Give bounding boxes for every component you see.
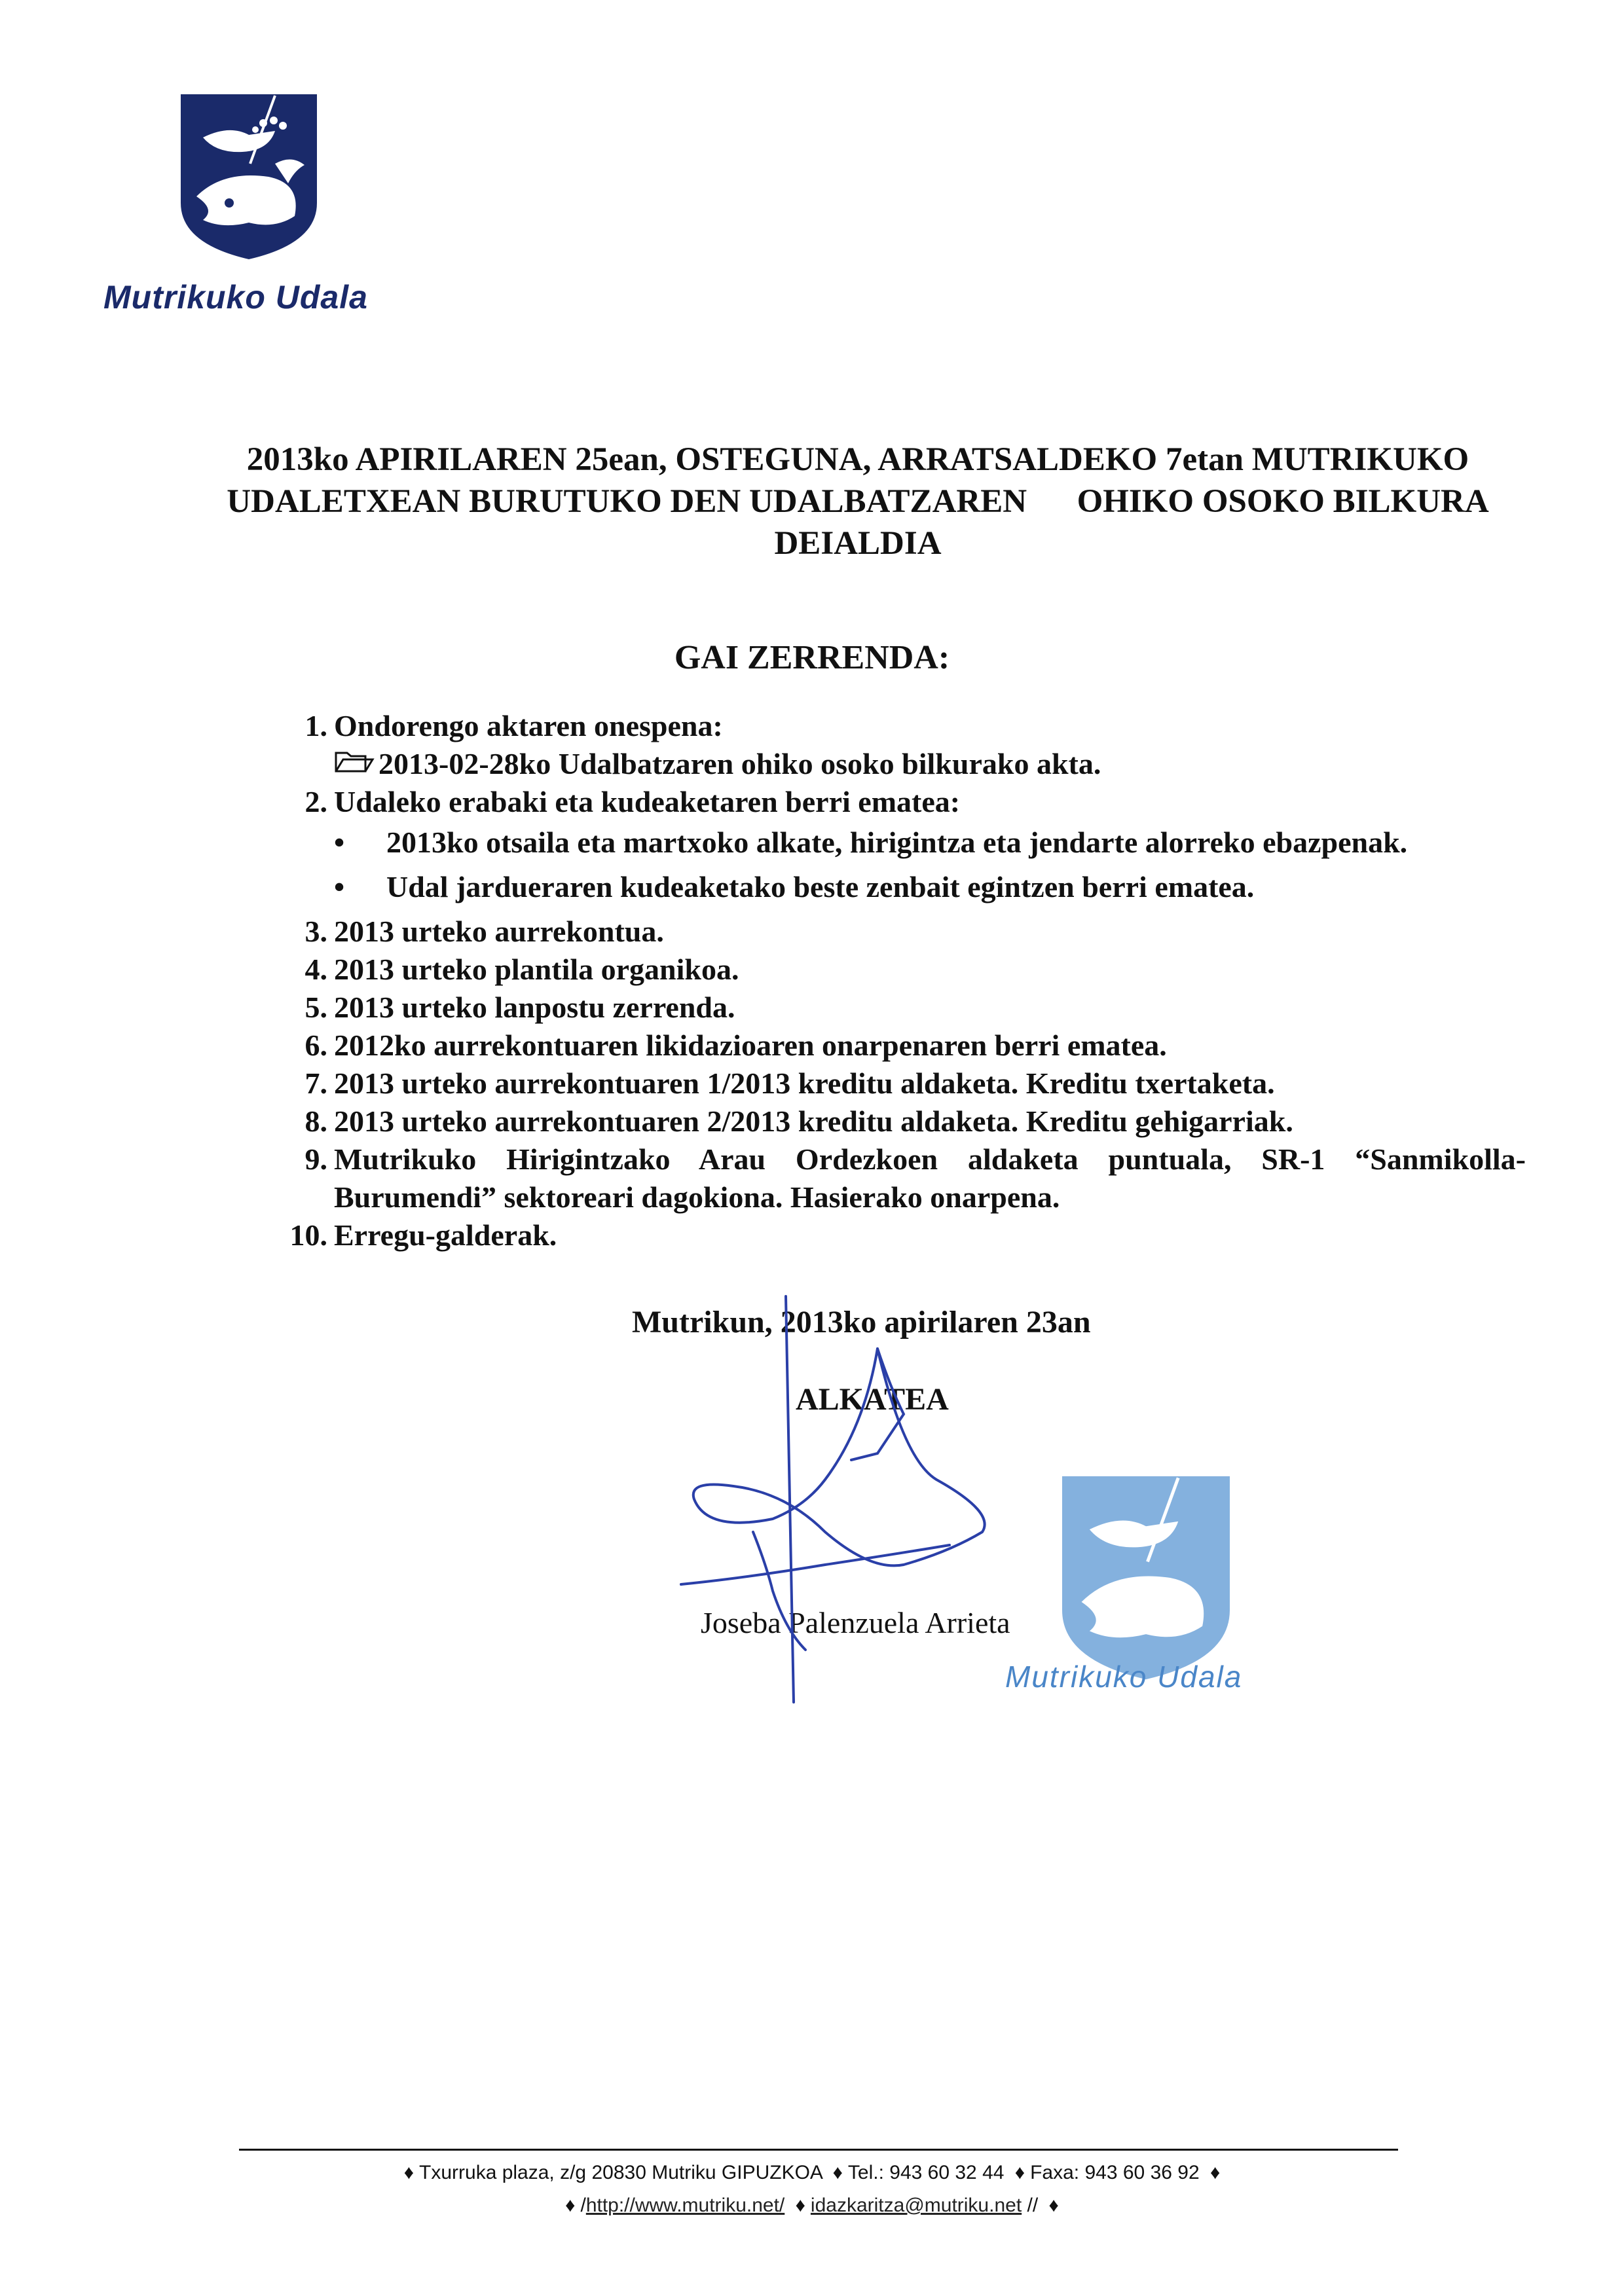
item-number: 5.	[304, 991, 327, 1024]
bullet-icon: •	[334, 870, 345, 903]
item-text: 2013 urteko aurrekontuaren 2/2013 kreditu aldaketa. Kreditu gehigarriak.	[334, 1104, 1293, 1138]
meeting-title	[216, 439, 1500, 564]
item-text: Udaleko erabaki eta kudeaketaren berri ematea:	[334, 785, 961, 818]
municipal-logo	[177, 92, 321, 262]
footer-fax: Faxa: 943 60 36 92	[1030, 2162, 1200, 2183]
diamond-icon: ♦	[1209, 2162, 1221, 2183]
diamond-icon: ♦	[1014, 2162, 1025, 2183]
signer-role: ALKATEA	[796, 1382, 949, 1417]
item-text: 2013 urteko lanpostu zerrenda.	[334, 991, 735, 1024]
item-number: 10.	[289, 1218, 327, 1252]
footer-address: Txurruka plaza, z/g 20830 Mutriku GIPUZKOA	[419, 2162, 822, 2183]
footer-links: ♦ /http://www.mutriku.net/ ♦ idazkaritza@mutriku.net // ♦	[565, 2195, 1059, 2216]
item-text: 2013 urteko plantila organikoa.	[334, 953, 739, 986]
minutes-document	[282, 745, 1526, 783]
agenda-item-8	[282, 1102, 1526, 1140]
agenda-item-10	[282, 1216, 1526, 1254]
crest-stamp-icon	[1054, 1473, 1238, 1683]
diamond-icon: ♦	[1048, 2195, 1059, 2216]
diamond-icon: ♦	[795, 2195, 805, 2216]
item-number: 6.	[304, 1029, 327, 1062]
agenda-item-4	[282, 951, 1526, 989]
item-number: 8.	[304, 1104, 327, 1138]
agenda-item-9	[282, 1140, 1526, 1216]
footer-end-mark: //	[1027, 2195, 1039, 2216]
item-number: 9.	[304, 1142, 327, 1176]
bullet-text: Udal jardueraren kudeaketako beste zenbait egintzen berri ematea.	[386, 870, 1255, 903]
item-number: 1.	[304, 709, 327, 742]
item-text: 2013 urteko aurrekontua.	[334, 915, 664, 948]
agenda-item-1	[282, 707, 1526, 745]
stamp-text: Mutrikuko Udala	[1005, 1660, 1243, 1694]
agenda-item-6	[282, 1027, 1526, 1065]
item-text: Mutrikuko Hirigintzako Arau Ordezkoen aldaketa puntuala, SR-1 “Sanmikolla-Burumendi” sektoreari dagokiona. Hasierako onarpena.	[334, 1142, 1526, 1214]
agenda-title: GAI ZERRENDA:	[674, 639, 950, 676]
item-number: 7.	[304, 1066, 327, 1100]
folder-icon	[334, 745, 378, 783]
agenda-list	[282, 707, 1526, 1254]
item-number: 3.	[304, 915, 327, 948]
crest-icon	[177, 92, 321, 262]
title-line-1: 2013ko APIRILAREN 25ean, OSTEGUNA, ARRATSALDEKO 7etan MUTRIKUKO	[246, 441, 1469, 478]
footer-contact	[0, 2162, 1624, 2184]
signer-name: Joseba Palenzuela Arrieta	[701, 1606, 1010, 1639]
item-number: 4.	[304, 953, 327, 986]
diamond-icon: ♦	[832, 2162, 843, 2183]
item-text: 2013 urteko aurrekontuaren 1/2013 kreditu aldaketa. Kreditu txertaketa.	[334, 1066, 1275, 1100]
agenda-item-2-bullets	[282, 824, 1526, 906]
minutes-document-text: 2013-02-28ko Udalbatzaren ohiko osoko bilkurako akta.	[378, 747, 1101, 780]
title-line-2: UDALETXEAN BURUTUKO DEN UDALBATZAREN OHIKO OSOKO BILKURA	[227, 483, 1489, 520]
item-text: 2012ko aurrekontuaren likidazioaren onarpenaren berri ematea.	[334, 1029, 1167, 1062]
title-line-3: DEIALDIA	[774, 525, 942, 562]
handwritten-signature	[655, 1283, 1022, 1728]
agenda-item-7	[282, 1065, 1526, 1102]
agenda-item-5	[282, 989, 1526, 1027]
email-link[interactable]: idazkaritza@mutriku.net	[810, 2195, 1022, 2216]
agenda-item-2	[282, 783, 1526, 821]
website-link[interactable]: http://www.mutriku.net/	[585, 2195, 785, 2216]
diamond-icon: ♦	[565, 2195, 576, 2216]
item-number: 2.	[304, 785, 327, 818]
diamond-icon: ♦	[403, 2162, 415, 2183]
footer-tel: Tel.: 943 60 32 44	[847, 2162, 1005, 2183]
bullet-text: 2013ko otsaila eta martxoko alkate, hirigintza eta jendarte alorreko ebazpenak.	[386, 826, 1408, 859]
item-text: Erregu-galderak.	[334, 1218, 557, 1252]
footer-divider	[239, 2149, 1398, 2151]
logo-text: Mutrikuko Udala	[103, 279, 368, 316]
list-item	[282, 868, 1526, 906]
signing-date: Mutrikun, 2013ko apirilaren 23an	[632, 1305, 1091, 1339]
item-text: Ondorengo aktaren onespena:	[334, 709, 723, 742]
official-stamp	[1054, 1473, 1238, 1683]
agenda-item-3	[282, 913, 1526, 951]
list-item	[282, 824, 1526, 862]
bullet-icon: •	[334, 826, 345, 859]
